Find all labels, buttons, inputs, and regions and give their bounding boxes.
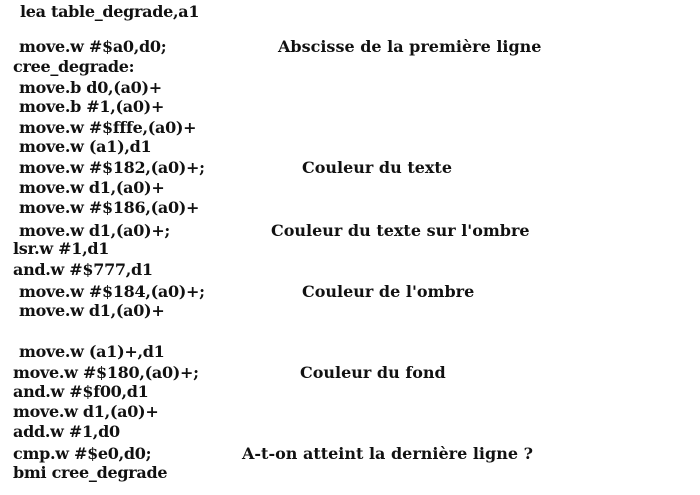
code-line: [0, 118, 700, 139]
code-line: [0, 37, 700, 58]
code-text: move.w d1,(a0)+;: [19, 221, 171, 240]
code-line: [0, 178, 700, 199]
code-line: [0, 301, 700, 322]
code-text: move.w d1,(a0)+: [19, 301, 165, 320]
code-line: [0, 463, 700, 484]
code-comment: Couleur du fond: [300, 363, 446, 382]
code-text: cmp.w #$e0,d0;: [13, 444, 152, 463]
code-text: and.w #$f00,d1: [13, 382, 149, 401]
code-line: [0, 198, 700, 219]
code-text: move.b #1,(a0)+: [19, 97, 165, 116]
code-line: [0, 363, 700, 384]
code-line: [0, 57, 700, 78]
code-line: [0, 382, 700, 403]
code-text: move.w #$186,(a0)+: [19, 198, 200, 217]
code-text: and.w #$777,d1: [13, 260, 153, 279]
code-line: [0, 260, 700, 281]
code-text: move.w (a1),d1: [19, 137, 152, 156]
code-line: [0, 2, 700, 23]
code-line: [0, 444, 700, 465]
code-text: lsr.w #1,d1: [13, 239, 110, 258]
code-text: move.w #$180,(a0)+;: [13, 363, 199, 382]
code-text: move.w #$184,(a0)+;: [19, 282, 205, 301]
code-comment: Couleur de l'ombre: [302, 282, 475, 301]
code-line: [0, 97, 700, 118]
code-text: move.w (a1)+,d1: [19, 342, 165, 361]
code-text: bmi cree_degrade: [13, 463, 168, 482]
code-label: cree_degrade:: [13, 57, 135, 76]
code-line: [0, 137, 700, 158]
code-comment: Abscisse de la première ligne: [278, 37, 542, 56]
code-line: [0, 282, 700, 303]
code-line: [0, 239, 700, 260]
code-text: add.w #1,d0: [13, 422, 120, 441]
code-line: [0, 78, 700, 99]
code-comment: A-t-on atteint la dernière ligne ?: [242, 444, 533, 463]
code-line: [0, 402, 700, 423]
code-comment: Couleur du texte sur l'ombre: [271, 221, 530, 240]
code-line: [0, 342, 700, 363]
code-line: [0, 322, 700, 343]
code-text: move.w d1,(a0)+: [13, 402, 159, 421]
code-line: [0, 158, 700, 179]
code-comment: Couleur du texte: [302, 158, 452, 177]
code-text: move.w #$a0,d0;: [19, 37, 167, 56]
code-line: [0, 422, 700, 443]
code-text: move.w #$fffe,(a0)+: [19, 118, 197, 137]
code-text: move.b d0,(a0)+: [19, 78, 162, 97]
code-text: move.w #$182,(a0)+;: [19, 158, 205, 177]
code-text: lea table_degrade,a1: [20, 2, 200, 21]
code-text: move.w d1,(a0)+: [19, 178, 165, 197]
